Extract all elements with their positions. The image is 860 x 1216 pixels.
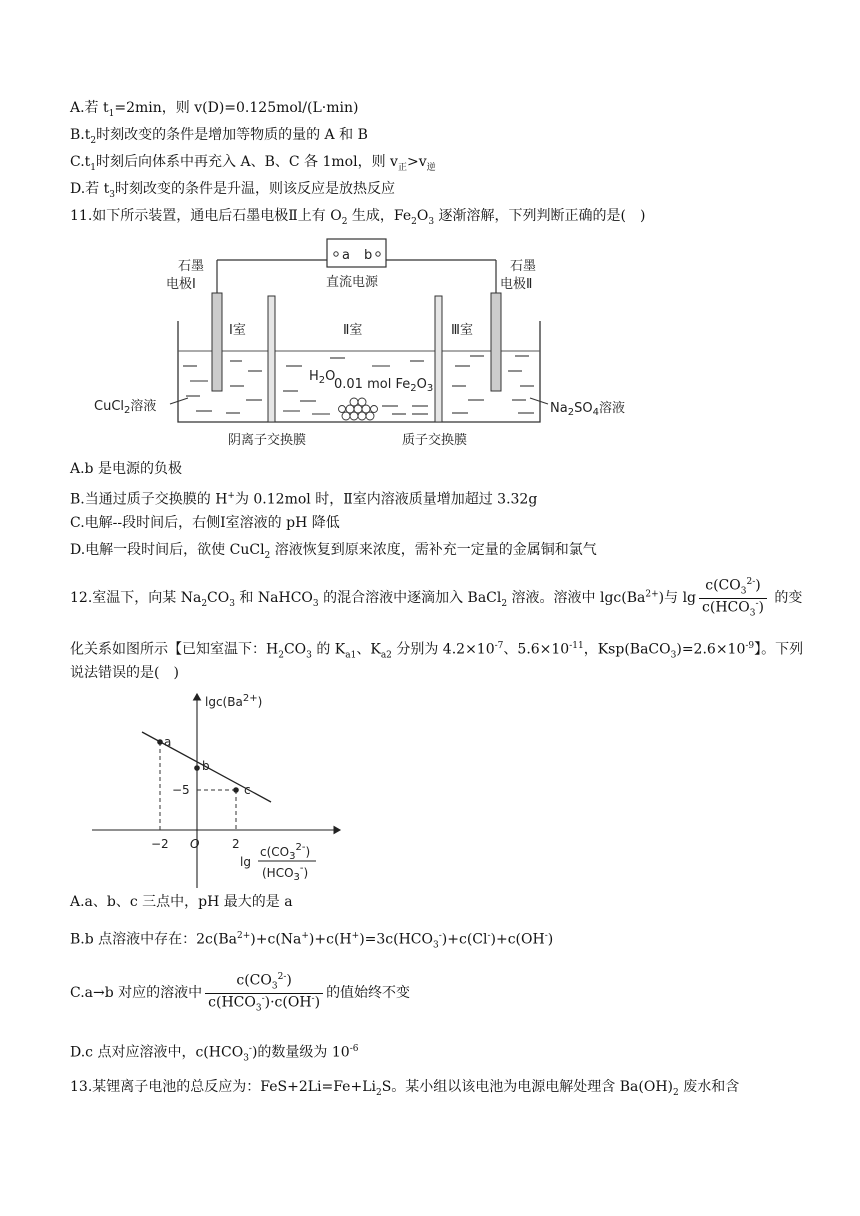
room-1-label: Ⅰ室 <box>229 323 246 338</box>
room-2-label: Ⅱ室 <box>343 323 363 338</box>
q12-option-a: A.a、b、c 三点中，pH 最大的是 a <box>70 894 293 910</box>
y-axis-label: $\lg c(Ba^{2+})$ <box>205 693 263 709</box>
electrode-right-label: 石墨 <box>510 259 537 274</box>
water-label: $H_2O$ <box>309 369 336 386</box>
x-axis-label-num: $c(CO_3^{2-})$ <box>260 842 311 862</box>
power-terminal-a: a <box>342 248 350 263</box>
tick-neg5: −5 <box>172 783 190 797</box>
q12-option-d: D.c 点对应溶液中，$c(HCO_3^-)$的数量级为 $10^{-6}$ <box>70 1044 359 1064</box>
q12-option-c: C.a→b 对应的溶液中 $\frac{c(CO_3^{2-})}{c(HCO_3^-)\cdot c(OH^-)}$ 的值始终不变 <box>70 972 411 1014</box>
electrode-left-label2: 电极Ⅰ <box>166 277 196 292</box>
proton-membrane-label: 质子交换膜 <box>402 433 468 448</box>
room-3-label: Ⅲ室 <box>451 323 473 338</box>
power-terminal-b: b <box>364 248 373 263</box>
q11-option-a: A.b 是电源的负极 <box>70 461 182 477</box>
q10-option-a: A.若 $t_1=2\min$，则 v(D)=0.125mol/(L·min) <box>70 100 359 119</box>
x-axis-label-lg: lg <box>240 855 251 869</box>
anion-exchange-membrane <box>268 296 275 422</box>
q12-stem-line3: 说法错误的是( ) <box>70 665 179 681</box>
tick-2: 2 <box>232 837 240 851</box>
electrode-1 <box>212 293 222 391</box>
point-c-label: c <box>244 783 251 797</box>
q12-option-c-fraction: $\frac{c(CO_3^{2-})}{c(HCO_3^-)\cdot c(OH^-)}$ <box>205 972 323 1014</box>
q10-option-d: D.若 $t_3$时刻改变的条件是升温，则该反应是放热反应 <box>70 181 395 200</box>
q11-option-d: D.电解一段时间后，欲使 CuCl$_2$ 溶液恢复到原来浓度，需补充一定量的金属铜和氯气 <box>70 542 597 561</box>
point-c <box>233 787 239 793</box>
q13-stem: 13.某锂离子电池的总反应为：$FeS+2Li=Fe+Li_2S$。某小组以该电池为电源电解处理含 $Ba(OH)_2$ 废水和含 <box>70 1079 740 1098</box>
proton-exchange-membrane <box>435 296 442 422</box>
electrode-2 <box>491 293 501 391</box>
q12-option-b: B.b 点溶液中存在：$2c(Ba^{2+})+c(Na^+)+c(H^+)=3c(HCO_3^-)+c(Cl^-)+c(OH^-)$ <box>70 931 554 951</box>
power-label: 直流电源 <box>326 275 379 290</box>
point-b-label: b <box>202 759 210 773</box>
na2so4-solution-label: $Na_2SO_4$溶液 <box>550 401 625 418</box>
point-a <box>157 739 163 745</box>
point-a-label: a <box>164 735 172 749</box>
electrode-right-label2: 电极Ⅱ <box>500 277 533 292</box>
q10-option-b: $B.t_2$时刻改变的条件是增加等物质的量的 A 和 B <box>70 127 368 146</box>
point-b <box>194 765 200 771</box>
fe2o3-label: 0.01 mol $Fe_2O_3$ <box>334 377 434 394</box>
tick-neg2: −2 <box>151 837 169 851</box>
cucl2-solution-label: CuCl$_2$溶液 <box>94 399 157 416</box>
fe2o3-particles <box>339 398 378 420</box>
q12-chart <box>0 688 860 888</box>
anion-membrane-label: 阴离子交换膜 <box>228 433 307 448</box>
q11-option-b: B.当通过质子交换膜的 H+为 0.12mol 时，Ⅱ室内溶液质量增加超过 3.32g <box>70 491 538 508</box>
q11-stem: 11.如下所示装置，通电后石墨电极Ⅱ上有 $O_2$ 生成，$Fe_2O_3$ 逐渐溶解，下列判断正确的是( ) <box>70 208 646 227</box>
electrolysis-diagram <box>0 228 860 458</box>
q11-option-c: C.电解--段时间后，右侧Ⅰ室溶液的 pH 降低 <box>70 515 340 531</box>
q12-stem-line1: 12.室温下，向某 $Na_2CO_3$ 和 NaHCO$_3$ 的混合溶液中逐滴加入 BaCl$_2$ 溶液。溶液中 $\lg c(Ba^{2+})$与 lg $\frac{c(CO_3^{2-})}{c(HCO_3^-)}$ 的变 <box>70 577 803 619</box>
q12-stem-line2: 化关系如图所示【已知室温下：$H_2CO_3$ 的 $K_{a1}$、$K_{a2}$ 分别为 $4.2\times 10^{-7}$、$5.6\times 10^{-11}$，$Ksp(BaCO_3)=2.6\times 10^{-9}$】。下列 <box>70 641 804 661</box>
electrode-left-label: 石墨 <box>178 259 205 274</box>
tick-origin: O <box>190 837 200 851</box>
q12-stem-fraction: $\frac{c(CO_3^{2-})}{c(HCO_3^-)}$ <box>699 577 767 619</box>
q10-option-c: $C.t_1$时刻后向体系中再充入 A、B、C 各 1mol，则 $v_正>v_逆$ <box>70 154 436 173</box>
x-axis-label-den: $(HCO_3^-)$ <box>262 863 309 883</box>
